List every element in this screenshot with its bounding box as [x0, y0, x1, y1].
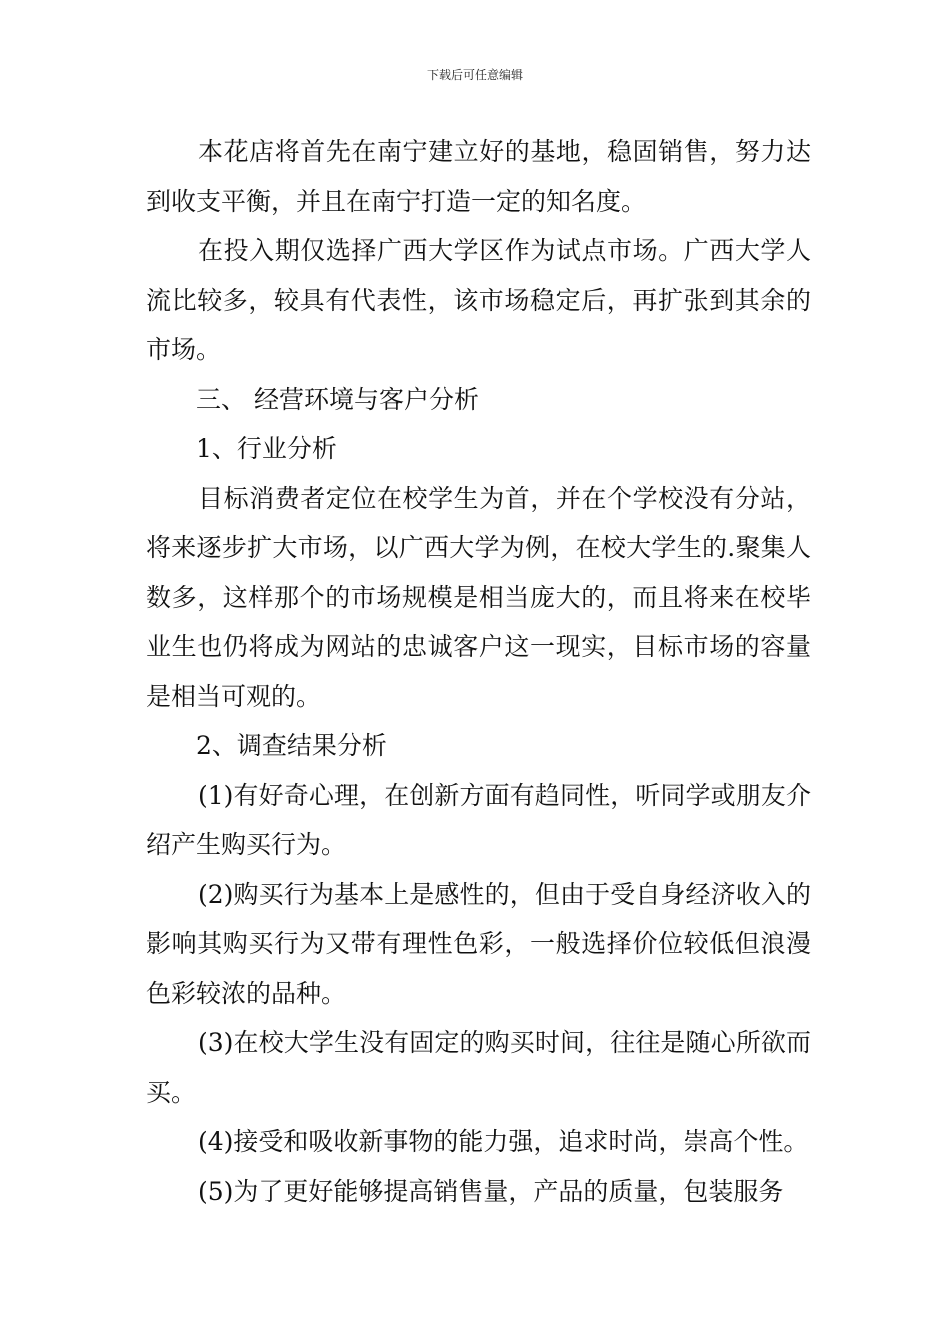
page-header-note: 下载后可任意编辑	[426, 68, 523, 82]
list-item-2: (2)购买行为基本上是感性的，但由于受自身经济收入的影响其购买行为又带有理性色彩，一般选择价位较低但浪漫色彩较浓的品种。	[146, 879, 811, 1008]
section-heading-environment: 三、 经营环境与客户分析	[196, 384, 479, 414]
paragraph-target-consumers: 目标消费者定位在校学生为首，并在个学校没有分站，将来逐步扩大市场，以广西大学为例，在校大学生的.聚集人数多，这样那个的市场规模是相当庞大的，而且将来在校毕业生也仍将成为网站的忠诚客户这一现实，目标市场的容量是相当可观的。	[146, 483, 811, 711]
list-item-4: (4)接受和吸收新事物的能力强，追求时尚，崇高个性。	[198, 1127, 809, 1156]
subheading-industry-analysis: 1、行业分析	[196, 434, 337, 463]
list-item-3: (3)在校大学生没有固定的购买时间，往往是随心所欲而买。	[146, 1028, 811, 1107]
paragraph-pilot-market: 在投入期仅选择广西大学区作为试点市场。广西大学人流比较多，较具有代表性，该市场稳定后，再扩张到其余的市场。	[146, 236, 811, 364]
paragraph-base-establishment: 本花店将首先在南宁建立好的基地，稳固销售，努力达到收支平衡，并且在南宁打造一定的知名度。	[146, 137, 811, 216]
document-body	[146, 127, 811, 1216]
list-item-1: (1)有好奇心理，在创新方面有趋同性，听同学或朋友介绍产生购买行为。	[146, 780, 811, 859]
subheading-survey-analysis: 2、调查结果分析	[196, 731, 387, 760]
list-item-5: (5)为了更好能够提高销售量，产品的质量，包装服务	[198, 1176, 784, 1206]
